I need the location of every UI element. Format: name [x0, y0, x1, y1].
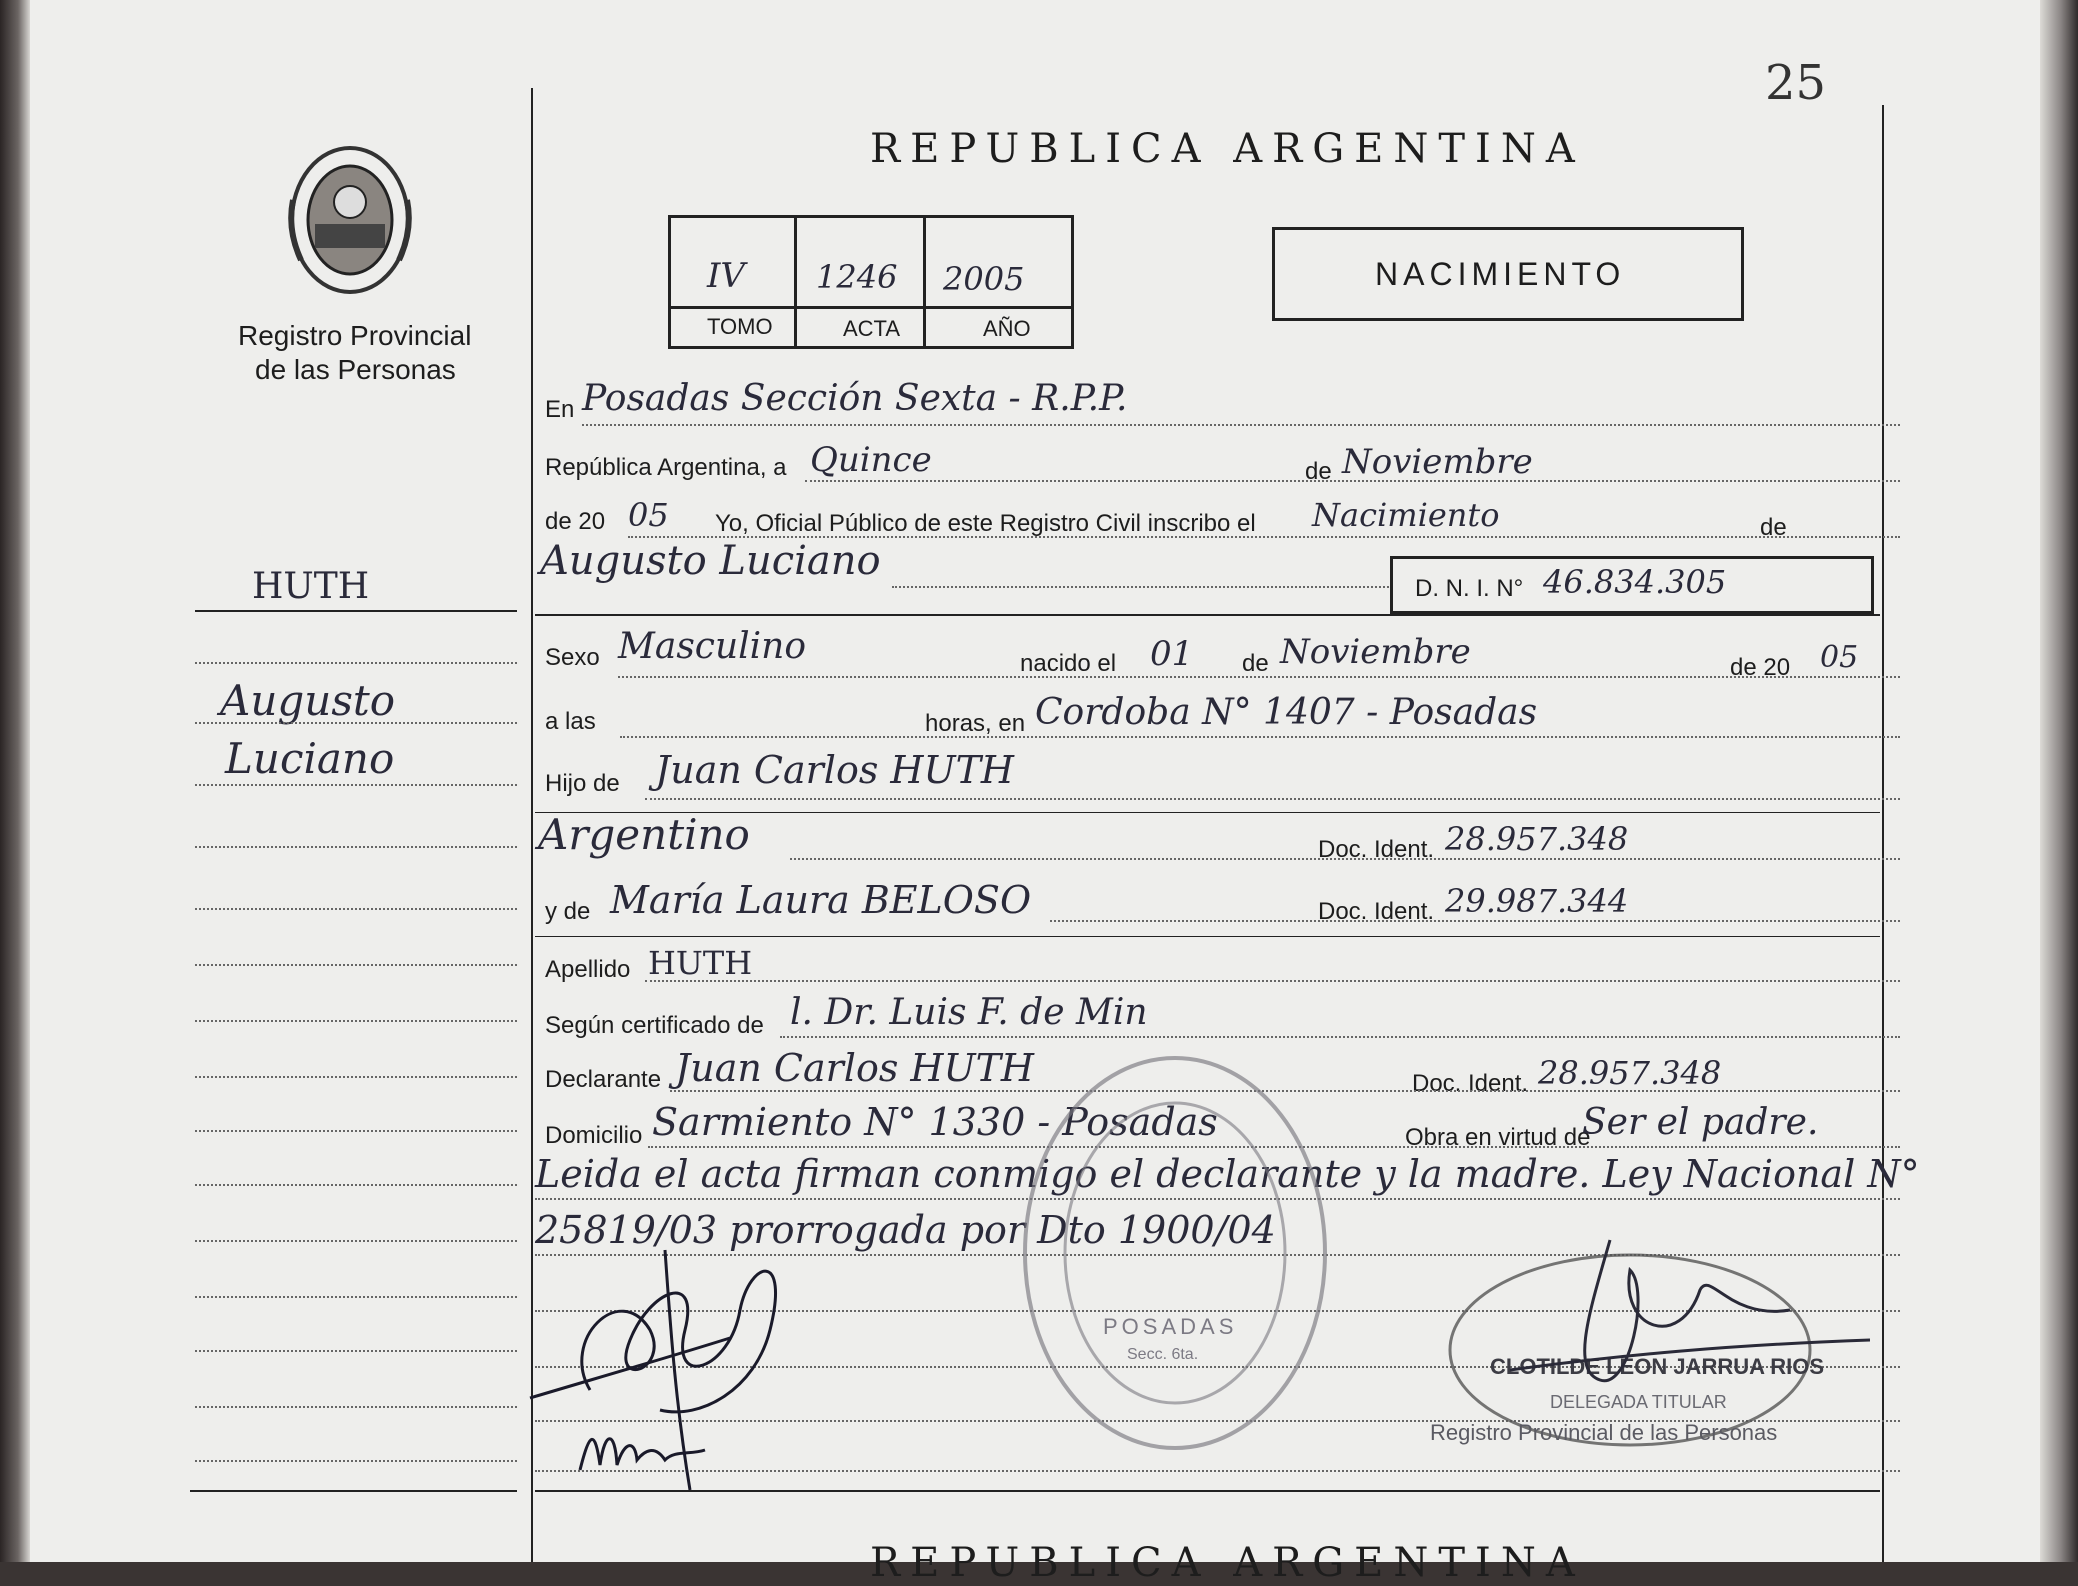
line-row5 [618, 676, 1900, 678]
row9-underline [535, 936, 1880, 937]
margin-dotline [195, 722, 517, 724]
line-row10 [645, 980, 1900, 982]
label-de20-nac: de 20 [1730, 654, 1791, 681]
right-border [1882, 105, 1884, 1562]
value-acto: Nacimiento [1312, 496, 1500, 534]
line-row6 [620, 736, 1900, 738]
tomo-label: TOMO [707, 314, 773, 339]
value-domicilio: Sarmiento N° 1330 - Posadas [652, 1100, 1218, 1144]
value-doc-padre: 28.957.348 [1445, 820, 1629, 858]
tomo-value: IV [707, 256, 745, 296]
margin-dotline [195, 1020, 517, 1022]
line-row1 [582, 424, 1900, 426]
margin-bottom-line [190, 1490, 517, 1492]
value-nacido-mes: Noviembre [1280, 632, 1471, 672]
label-domicilio: Domicilio [545, 1122, 643, 1149]
official-stamp-name: CLOTILDE LEON JARRUA RIOS [1490, 1354, 1825, 1379]
country-title: REPUBLICA ARGENTINA [870, 126, 1585, 172]
label-dni: D. N. I. N° [1415, 575, 1524, 602]
document-page [30, 0, 2040, 1586]
row4-underline [535, 614, 1880, 616]
country-title-next: REPUBLICA ARGENTINA [870, 1540, 1585, 1586]
line-row8 [790, 858, 1900, 860]
acta-label: ACTA [843, 316, 901, 341]
value-doc-declarante: 28.957.348 [1538, 1054, 1722, 1092]
value-nacido-dia: 01 [1150, 634, 1194, 674]
signature-mother [575, 1420, 715, 1480]
value-doc-madre: 29.987.344 [1445, 882, 1629, 920]
value-anio: 05 [628, 496, 669, 534]
value-sexo: Masculino [618, 626, 807, 667]
official-stamp-org: Registro Provincial de las Personas [1430, 1420, 1778, 1445]
label-horas: horas, en [925, 710, 1026, 737]
page-number: 25 [1765, 55, 1827, 111]
province-seal-icon [285, 140, 415, 300]
value-declarante: Juan Carlos HUTH [675, 1046, 1035, 1090]
dni-box [1390, 556, 1874, 614]
book-spine-left [0, 0, 30, 1562]
value-padre: Juan Carlos HUTH [655, 748, 1015, 792]
margin-surname: HUTH [252, 566, 370, 607]
label-sexo: Sexo [545, 644, 600, 671]
value-dia-letras: Quince [810, 440, 932, 480]
value-nombre: Augusto Luciano [540, 538, 881, 584]
ano-value: 2005 [943, 260, 1025, 298]
registry-line1: Registro Provincial [238, 320, 472, 351]
label-de-nac: de [1242, 650, 1269, 677]
line-row11 [780, 1036, 1900, 1038]
margin-dotline [195, 1184, 517, 1186]
label-republica: República Argentina, a [545, 454, 787, 481]
label-nacido: nacido el [1020, 650, 1117, 677]
label-yo: Yo, Oficial Público de este Registro Civil inscribo el [715, 510, 1256, 537]
label-apellido: Apellido [545, 956, 631, 983]
label-de20: de 20 [545, 508, 606, 535]
book-spine-right [2040, 0, 2078, 1562]
margin-dotline [195, 662, 517, 664]
value-mes: Noviembre [1342, 442, 1533, 482]
value-lugar-nac: Cordoba N° 1407 - Posadas [1035, 692, 1538, 733]
value-nacionalidad: Argentino [538, 810, 750, 859]
label-de-mes: de [1305, 458, 1332, 485]
round-stamp-sub: Secc. 6ta. [1127, 1346, 1199, 1363]
margin-dotline [195, 1240, 517, 1242]
value-nota2: 25819/03 prorrogada por Dto 1900/04 [535, 1208, 1276, 1252]
act-type-label: NACIMIENTO [1375, 256, 1626, 292]
margin-dotline [195, 846, 517, 848]
round-stamp-center: POSADAS [1103, 1314, 1238, 1339]
margin-dotline [195, 784, 517, 786]
line-row7 [645, 798, 1900, 800]
margin-dotline [195, 1076, 517, 1078]
value-apellido: HUTH [648, 944, 753, 982]
margin-given2: Luciano [225, 734, 395, 783]
value-obra: Ser el padre. [1582, 1102, 1819, 1143]
margin-dotline [195, 1460, 517, 1462]
round-stamp [1015, 1048, 1335, 1458]
signature-official [1470, 1230, 1870, 1410]
label-doc-madre: Doc. Ident. [1318, 898, 1435, 925]
value-nacido-anio: 05 [1820, 640, 1859, 675]
label-y-de: y de [545, 898, 591, 925]
margin-dotline [195, 1350, 517, 1352]
line-row2 [805, 480, 1900, 482]
registry-line2: de las Personas [255, 354, 456, 385]
label-a-las: a las [545, 708, 596, 735]
label-declarante: Declarante [545, 1066, 662, 1093]
act-number-table [668, 215, 1074, 349]
ano-label: AÑO [983, 316, 1031, 341]
acta-value: 1246 [816, 258, 898, 296]
value-lugar: Posadas Sección Sexta - R.P.P. [582, 378, 1128, 419]
line-row4 [892, 586, 1392, 588]
label-obra: Obra en virtud de [1405, 1124, 1591, 1151]
label-en: En [545, 396, 575, 423]
act-type-box [1272, 227, 1744, 321]
margin-dotline [195, 964, 517, 966]
label-doc-padre: Doc. Ident. [1318, 836, 1435, 863]
margin-dotline [195, 1406, 517, 1408]
margin-dotline [195, 908, 517, 910]
margin-surname-line [195, 610, 517, 612]
label-de-acto: de [1760, 514, 1787, 541]
label-doc-declarante: Doc. Ident. [1412, 1070, 1529, 1097]
margin-dotline [195, 1130, 517, 1132]
value-dni: 46.834.305 [1543, 563, 1727, 601]
value-madre: María Laura BELOSO [610, 878, 1032, 922]
official-stamp-role: DELEGADA TITULAR [1550, 1392, 1727, 1412]
line-row9 [1050, 920, 1900, 922]
value-certificado: l. Dr. Luis F. de Min [790, 992, 1148, 1033]
margin-given1: Augusto [220, 676, 396, 725]
label-hijo: Hijo de [545, 770, 620, 797]
margin-dotline [195, 1296, 517, 1298]
label-segun: Según certificado de [545, 1012, 764, 1039]
value-nota1: Leida el acta firman conmigo el declarante y la madre. Ley Nacional N° [535, 1152, 1920, 1196]
